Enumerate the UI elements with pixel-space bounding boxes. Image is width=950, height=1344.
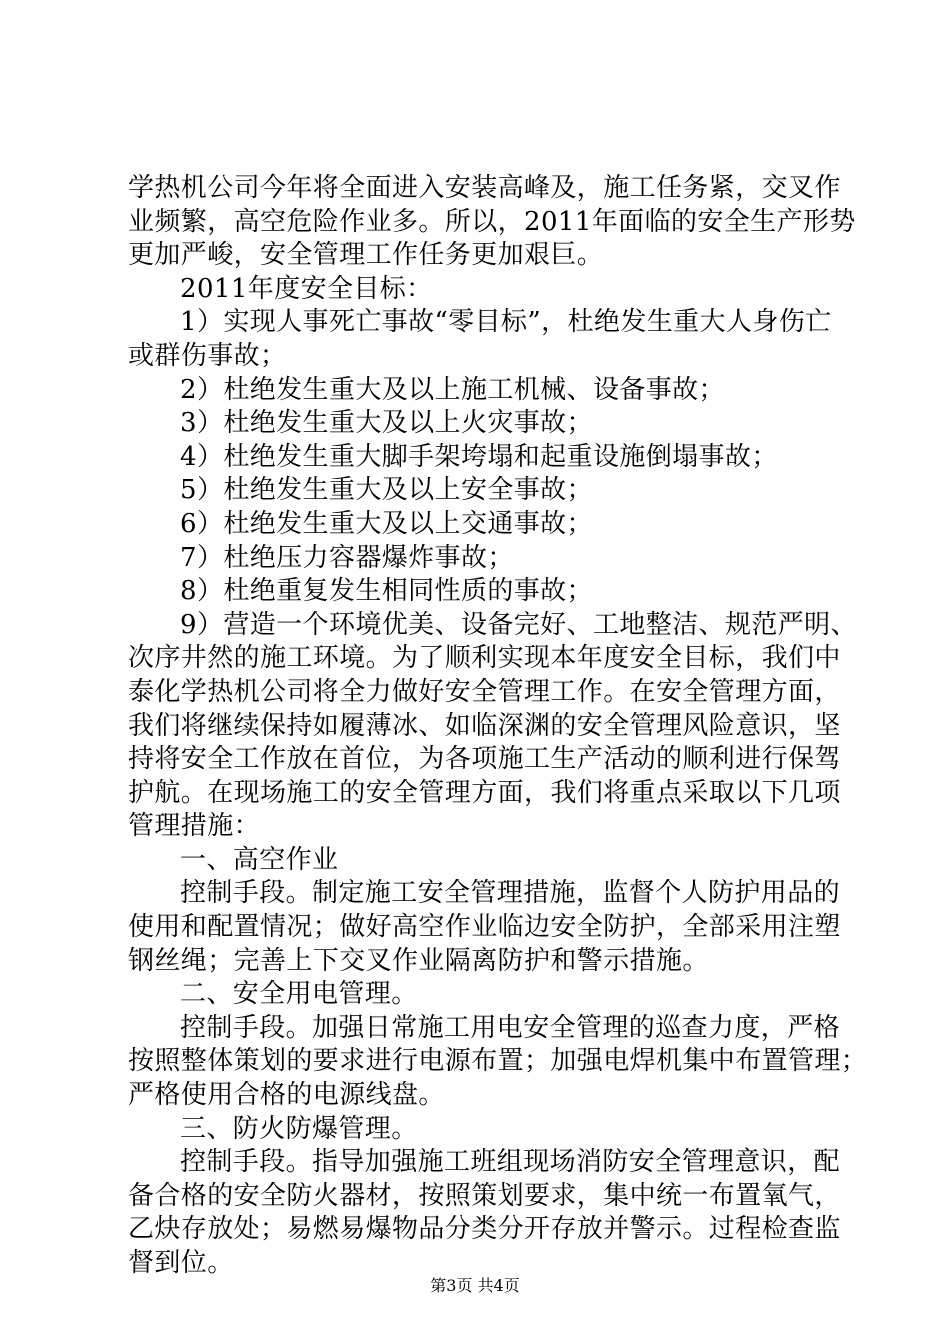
text-line: 次序井然的施工环境。为了顺利实现本年度安全目标，我们中 [128, 643, 841, 674]
text-line: 学热机公司今年将全面进入安装高峰及，施工任务紧，交叉作 [128, 173, 841, 203]
text-line: 6）杜绝发生重大及以上交通事故； [180, 508, 593, 539]
text-line: 一、高空作业 [180, 844, 339, 875]
text-line: 2011年度安全目标： [180, 273, 433, 304]
text-line: 8）杜绝重复发生相同性质的事故； [180, 576, 593, 607]
text-line: 使用和配置情况；做好高空作业临边安全防护，全部采用注塑 [128, 912, 841, 943]
text-line: 我们将继续保持如履薄冰、如临深渊的安全管理风险意识，坚 [128, 710, 841, 741]
text-line: 控制手段。指导加强施工班组现场消防安全管理意识，配 [180, 1147, 841, 1178]
text-line: 4）杜绝发生重大脚手架垮塌和起重设施倒塌事故； [180, 441, 778, 472]
text-line: 督到位。 [128, 1248, 234, 1278]
text-line: 1）实现人事死亡事故“零目标”，杜绝发生重大人身伤亡 [180, 307, 832, 338]
text-line: 泰化学热机公司将全力做好安全管理工作。在安全管理方面， [128, 676, 841, 707]
document-body [128, 172, 868, 1281]
text-line: 或群伤事故； [128, 340, 287, 371]
text-line: 3）杜绝发生重大及以上火灾事故； [180, 408, 593, 439]
text-line: 二、安全用电管理。 [180, 979, 418, 1010]
page-footer: 第3页 共4页 [430, 1276, 520, 1295]
text-line: 7）杜绝压力容器爆炸事故； [180, 542, 514, 573]
text-line: 5）杜绝发生重大及以上安全事故； [180, 475, 593, 506]
text-line: 三、防火防爆管理。 [180, 1113, 418, 1144]
text-line: 护航。在现场施工的安全管理方面，我们将重点采取以下几项 [128, 777, 841, 808]
text-line: 持将安全工作放在首位，为各项施工生产活动的顺利进行保驾 [128, 744, 841, 775]
text-line: 按照整体策划的要求进行电源布置；加强电焊机集中布置管理； [128, 1046, 868, 1077]
text-line: 严格使用合格的电源线盘。 [128, 1080, 445, 1111]
text-line: 控制手段。制定施工安全管理措施，监督个人防护用品的 [180, 878, 841, 909]
text-line: 乙炔存放处；易燃易爆物品分类分开存放并警示。过程检查监 [128, 1214, 841, 1245]
text-line: 9）营造一个环境优美、设备完好、工地整洁、规范严明、 [180, 609, 857, 640]
text-line: 管理措施： [128, 811, 261, 842]
text-line: 更加严峻，安全管理工作任务更加艰巨。 [128, 240, 604, 271]
text-line: 控制手段。加强日常施工用电安全管理的巡查力度，严格 [180, 1012, 841, 1043]
text-line: 备合格的安全防火器材，按照策划要求，集中统一布置氧气， [128, 1180, 841, 1211]
text-line: 钢丝绳；完善上下交叉作业隔离防护和警示措施。 [128, 945, 709, 976]
text-line: 业频繁，高空危险作业多。所以，2011年面临的安全生产形势 [128, 206, 856, 237]
text-line: 2）杜绝发生重大及以上施工机械、设备事故； [180, 374, 725, 405]
